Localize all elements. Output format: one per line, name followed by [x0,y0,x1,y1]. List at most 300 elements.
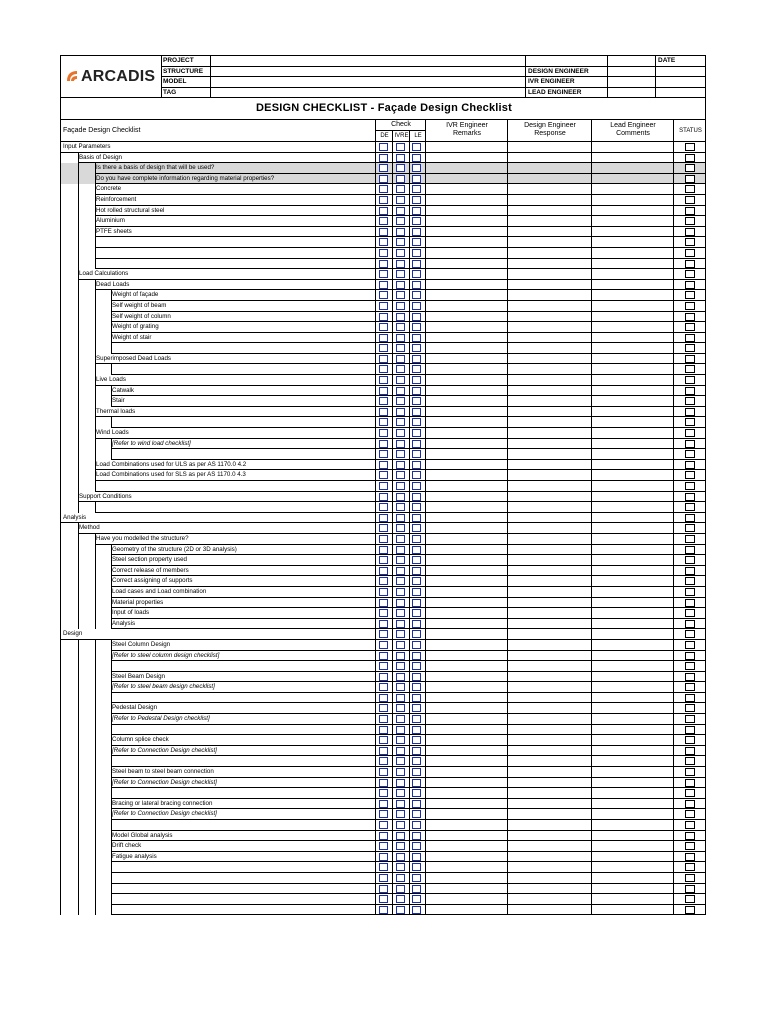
de-checkbox[interactable] [379,715,388,723]
le-checkbox[interactable] [412,810,421,818]
status-checkbox[interactable] [685,906,695,914]
de-checkbox[interactable] [379,556,388,564]
ivre-checkbox[interactable] [396,429,405,437]
le-checkbox[interactable] [412,291,421,299]
de-checkbox[interactable] [379,228,388,236]
design-engineer-field[interactable] [608,67,656,78]
de-checkbox[interactable] [379,567,388,575]
de-checkbox[interactable] [379,217,388,225]
lead-engineer-field[interactable] [608,88,656,99]
le-checkbox[interactable] [412,228,421,236]
status-checkbox[interactable] [685,207,695,215]
de-checkbox[interactable] [379,641,388,649]
status-checkbox[interactable] [685,704,695,712]
de-checkbox[interactable] [379,546,388,554]
de-checkbox[interactable] [379,832,388,840]
status-checkbox[interactable] [685,408,695,416]
ivre-checkbox[interactable] [396,842,405,850]
status-checkbox[interactable] [685,747,695,755]
status-checkbox[interactable] [685,387,695,395]
le-checkbox[interactable] [412,408,421,416]
status-checkbox[interactable] [685,800,695,808]
status-checkbox[interactable] [685,344,695,352]
status-checkbox[interactable] [685,185,695,193]
ivre-checkbox[interactable] [396,154,405,162]
le-checkbox[interactable] [412,683,421,691]
de-checkbox[interactable] [379,662,388,670]
status-checkbox[interactable] [685,164,695,172]
status-checkbox[interactable] [685,365,695,373]
ivre-checkbox[interactable] [396,524,405,532]
le-checkbox[interactable] [412,175,421,183]
ivre-checkbox[interactable] [396,355,405,363]
de-checkbox[interactable] [379,514,388,522]
de-checkbox[interactable] [379,503,388,511]
le-checkbox[interactable] [412,736,421,744]
status-checkbox[interactable] [685,641,695,649]
le-checkbox[interactable] [412,842,421,850]
status-checkbox[interactable] [685,524,695,532]
le-checkbox[interactable] [412,577,421,585]
de-checkbox[interactable] [379,365,388,373]
ivre-checkbox[interactable] [396,408,405,416]
le-checkbox[interactable] [412,620,421,628]
status-checkbox[interactable] [685,842,695,850]
ivre-checkbox[interactable] [396,493,405,501]
le-checkbox[interactable] [412,355,421,363]
le-checkbox[interactable] [412,747,421,755]
ivre-checkbox[interactable] [396,694,405,702]
le-checkbox[interactable] [412,863,421,871]
de-checkbox[interactable] [379,694,388,702]
de-checkbox[interactable] [379,630,388,638]
de-checkbox[interactable] [379,323,388,331]
le-checkbox[interactable] [412,524,421,532]
le-checkbox[interactable] [412,715,421,723]
ivre-checkbox[interactable] [396,556,405,564]
de-checkbox[interactable] [379,779,388,787]
de-checkbox[interactable] [379,599,388,607]
ivre-checkbox[interactable] [396,228,405,236]
de-checkbox[interactable] [379,471,388,479]
status-checkbox[interactable] [685,482,695,490]
ivre-checkbox[interactable] [396,217,405,225]
ivre-checkbox[interactable] [396,567,405,575]
le-checkbox[interactable] [412,874,421,882]
de-checkbox[interactable] [379,397,388,405]
ivre-checkbox[interactable] [396,800,405,808]
status-checkbox[interactable] [685,217,695,225]
status-checkbox[interactable] [685,471,695,479]
le-checkbox[interactable] [412,789,421,797]
status-checkbox[interactable] [685,726,695,734]
le-checkbox[interactable] [412,514,421,522]
status-checkbox[interactable] [685,662,695,670]
structure-field[interactable] [211,67,526,78]
ivre-checkbox[interactable] [396,291,405,299]
de-checkbox[interactable] [379,302,388,310]
le-checkbox[interactable] [412,207,421,215]
status-checkbox[interactable] [685,503,695,511]
de-checkbox[interactable] [379,461,388,469]
de-checkbox[interactable] [379,800,388,808]
ivre-checkbox[interactable] [396,757,405,765]
le-checkbox[interactable] [412,546,421,554]
de-checkbox[interactable] [379,429,388,437]
le-checkbox[interactable] [412,641,421,649]
ivre-checkbox[interactable] [396,599,405,607]
le-checkbox[interactable] [412,609,421,617]
de-checkbox[interactable] [379,609,388,617]
model-field[interactable] [211,77,526,88]
le-checkbox[interactable] [412,376,421,384]
status-checkbox[interactable] [685,577,695,585]
status-checkbox[interactable] [685,440,695,448]
le-checkbox[interactable] [412,662,421,670]
ivre-checkbox[interactable] [396,736,405,744]
le-checkbox[interactable] [412,450,421,458]
ivre-checkbox[interactable] [396,196,405,204]
status-checkbox[interactable] [685,249,695,257]
status-checkbox[interactable] [685,895,695,903]
ivr-engineer-field[interactable] [608,77,656,88]
le-checkbox[interactable] [412,673,421,681]
de-checkbox[interactable] [379,355,388,363]
de-checkbox[interactable] [379,736,388,744]
le-checkbox[interactable] [412,821,421,829]
de-checkbox[interactable] [379,207,388,215]
le-checkbox[interactable] [412,800,421,808]
status-checkbox[interactable] [685,567,695,575]
status-checkbox[interactable] [685,863,695,871]
le-checkbox[interactable] [412,323,421,331]
de-checkbox[interactable] [379,535,388,543]
de-checkbox[interactable] [379,175,388,183]
status-checkbox[interactable] [685,397,695,405]
status-checkbox[interactable] [685,821,695,829]
ivre-checkbox[interactable] [396,376,405,384]
le-checkbox[interactable] [412,588,421,596]
status-checkbox[interactable] [685,768,695,776]
status-checkbox[interactable] [685,874,695,882]
de-checkbox[interactable] [379,906,388,914]
ivre-checkbox[interactable] [396,662,405,670]
de-checkbox[interactable] [379,895,388,903]
le-checkbox[interactable] [412,768,421,776]
le-checkbox[interactable] [412,334,421,342]
date-field-2[interactable] [656,77,705,88]
status-checkbox[interactable] [685,461,695,469]
le-checkbox[interactable] [412,260,421,268]
le-checkbox[interactable] [412,440,421,448]
le-checkbox[interactable] [412,535,421,543]
le-checkbox[interactable] [412,832,421,840]
de-checkbox[interactable] [379,313,388,321]
le-checkbox[interactable] [412,281,421,289]
le-checkbox[interactable] [412,387,421,395]
le-checkbox[interactable] [412,704,421,712]
ivre-checkbox[interactable] [396,726,405,734]
ivre-checkbox[interactable] [396,313,405,321]
de-checkbox[interactable] [379,810,388,818]
ivre-checkbox[interactable] [396,789,405,797]
le-checkbox[interactable] [412,895,421,903]
le-checkbox[interactable] [412,461,421,469]
de-checkbox[interactable] [379,196,388,204]
ivre-checkbox[interactable] [396,397,405,405]
status-checkbox[interactable] [685,599,695,607]
tag-field[interactable] [211,88,526,99]
de-checkbox[interactable] [379,291,388,299]
ivre-checkbox[interactable] [396,768,405,776]
status-checkbox[interactable] [685,683,695,691]
ivre-checkbox[interactable] [396,895,405,903]
le-checkbox[interactable] [412,599,421,607]
de-checkbox[interactable] [379,853,388,861]
ivre-checkbox[interactable] [396,323,405,331]
status-checkbox[interactable] [685,779,695,787]
le-checkbox[interactable] [412,238,421,246]
de-checkbox[interactable] [379,418,388,426]
ivre-checkbox[interactable] [396,832,405,840]
le-checkbox[interactable] [412,885,421,893]
ivre-checkbox[interactable] [396,810,405,818]
ivre-checkbox[interactable] [396,546,405,554]
ivre-checkbox[interactable] [396,270,405,278]
ivre-checkbox[interactable] [396,302,405,310]
ivre-checkbox[interactable] [396,630,405,638]
status-checkbox[interactable] [685,810,695,818]
ivre-checkbox[interactable] [396,249,405,257]
de-checkbox[interactable] [379,704,388,712]
ivre-checkbox[interactable] [396,641,405,649]
ivre-checkbox[interactable] [396,874,405,882]
status-checkbox[interactable] [685,228,695,236]
status-checkbox[interactable] [685,323,695,331]
ivre-checkbox[interactable] [396,260,405,268]
le-checkbox[interactable] [412,164,421,172]
status-checkbox[interactable] [685,175,695,183]
le-checkbox[interactable] [412,652,421,660]
le-checkbox[interactable] [412,429,421,437]
status-checkbox[interactable] [685,260,695,268]
de-checkbox[interactable] [379,768,388,776]
ivre-checkbox[interactable] [396,207,405,215]
ivre-checkbox[interactable] [396,588,405,596]
status-checkbox[interactable] [685,715,695,723]
status-checkbox[interactable] [685,355,695,363]
de-checkbox[interactable] [379,577,388,585]
status-checkbox[interactable] [685,450,695,458]
status-checkbox[interactable] [685,789,695,797]
ivre-checkbox[interactable] [396,853,405,861]
status-checkbox[interactable] [685,429,695,437]
le-checkbox[interactable] [412,313,421,321]
status-checkbox[interactable] [685,757,695,765]
ivre-checkbox[interactable] [396,747,405,755]
de-checkbox[interactable] [379,185,388,193]
ivre-checkbox[interactable] [396,471,405,479]
status-checkbox[interactable] [685,556,695,564]
de-checkbox[interactable] [379,482,388,490]
ivre-checkbox[interactable] [396,609,405,617]
date-field[interactable] [656,67,705,78]
date-field-3[interactable] [656,88,705,99]
ivre-checkbox[interactable] [396,885,405,893]
le-checkbox[interactable] [412,482,421,490]
le-checkbox[interactable] [412,397,421,405]
ivre-checkbox[interactable] [396,503,405,511]
le-checkbox[interactable] [412,217,421,225]
le-checkbox[interactable] [412,154,421,162]
ivre-checkbox[interactable] [396,185,405,193]
ivre-checkbox[interactable] [396,704,405,712]
status-checkbox[interactable] [685,694,695,702]
status-checkbox[interactable] [685,270,695,278]
ivre-checkbox[interactable] [396,821,405,829]
le-checkbox[interactable] [412,196,421,204]
status-checkbox[interactable] [685,196,695,204]
de-checkbox[interactable] [379,270,388,278]
de-checkbox[interactable] [379,757,388,765]
ivre-checkbox[interactable] [396,779,405,787]
status-checkbox[interactable] [685,493,695,501]
ivre-checkbox[interactable] [396,577,405,585]
status-checkbox[interactable] [685,535,695,543]
ivre-checkbox[interactable] [396,514,405,522]
ivre-checkbox[interactable] [396,365,405,373]
le-checkbox[interactable] [412,185,421,193]
status-checkbox[interactable] [685,546,695,554]
status-checkbox[interactable] [685,736,695,744]
de-checkbox[interactable] [379,524,388,532]
status-checkbox[interactable] [685,832,695,840]
ivre-checkbox[interactable] [396,620,405,628]
ivre-checkbox[interactable] [396,387,405,395]
de-checkbox[interactable] [379,143,388,151]
status-checkbox[interactable] [685,673,695,681]
le-checkbox[interactable] [412,906,421,914]
le-checkbox[interactable] [412,344,421,352]
status-checkbox[interactable] [685,630,695,638]
de-checkbox[interactable] [379,238,388,246]
status-checkbox[interactable] [685,588,695,596]
le-checkbox[interactable] [412,471,421,479]
ivre-checkbox[interactable] [396,535,405,543]
ivre-checkbox[interactable] [396,344,405,352]
de-checkbox[interactable] [379,493,388,501]
status-checkbox[interactable] [685,238,695,246]
de-checkbox[interactable] [379,344,388,352]
ivre-checkbox[interactable] [396,281,405,289]
le-checkbox[interactable] [412,249,421,257]
de-checkbox[interactable] [379,440,388,448]
ivre-checkbox[interactable] [396,863,405,871]
de-checkbox[interactable] [379,673,388,681]
ivre-checkbox[interactable] [396,175,405,183]
ivre-checkbox[interactable] [396,461,405,469]
de-checkbox[interactable] [379,249,388,257]
de-checkbox[interactable] [379,450,388,458]
status-checkbox[interactable] [685,281,695,289]
de-checkbox[interactable] [379,885,388,893]
le-checkbox[interactable] [412,493,421,501]
blank-field[interactable] [608,56,656,67]
de-checkbox[interactable] [379,863,388,871]
le-checkbox[interactable] [412,302,421,310]
status-checkbox[interactable] [685,376,695,384]
status-checkbox[interactable] [685,885,695,893]
de-checkbox[interactable] [379,683,388,691]
ivre-checkbox[interactable] [396,683,405,691]
ivre-checkbox[interactable] [396,673,405,681]
de-checkbox[interactable] [379,821,388,829]
le-checkbox[interactable] [412,365,421,373]
status-checkbox[interactable] [685,291,695,299]
status-checkbox[interactable] [685,302,695,310]
project-field[interactable] [211,56,526,67]
le-checkbox[interactable] [412,757,421,765]
le-checkbox[interactable] [412,567,421,575]
le-checkbox[interactable] [412,270,421,278]
de-checkbox[interactable] [379,789,388,797]
de-checkbox[interactable] [379,874,388,882]
ivre-checkbox[interactable] [396,164,405,172]
de-checkbox[interactable] [379,164,388,172]
ivre-checkbox[interactable] [396,440,405,448]
status-checkbox[interactable] [685,418,695,426]
de-checkbox[interactable] [379,376,388,384]
de-checkbox[interactable] [379,747,388,755]
le-checkbox[interactable] [412,630,421,638]
de-checkbox[interactable] [379,260,388,268]
de-checkbox[interactable] [379,281,388,289]
le-checkbox[interactable] [412,143,421,151]
status-checkbox[interactable] [685,143,695,151]
status-checkbox[interactable] [685,853,695,861]
ivre-checkbox[interactable] [396,450,405,458]
de-checkbox[interactable] [379,588,388,596]
status-checkbox[interactable] [685,620,695,628]
le-checkbox[interactable] [412,418,421,426]
status-checkbox[interactable] [685,154,695,162]
de-checkbox[interactable] [379,334,388,342]
de-checkbox[interactable] [379,620,388,628]
status-checkbox[interactable] [685,313,695,321]
ivre-checkbox[interactable] [396,715,405,723]
le-checkbox[interactable] [412,726,421,734]
de-checkbox[interactable] [379,154,388,162]
ivre-checkbox[interactable] [396,652,405,660]
ivre-checkbox[interactable] [396,143,405,151]
ivre-checkbox[interactable] [396,906,405,914]
ivre-checkbox[interactable] [396,334,405,342]
de-checkbox[interactable] [379,726,388,734]
de-checkbox[interactable] [379,842,388,850]
le-checkbox[interactable] [412,779,421,787]
de-checkbox[interactable] [379,652,388,660]
ivre-checkbox[interactable] [396,418,405,426]
ivre-checkbox[interactable] [396,482,405,490]
status-checkbox[interactable] [685,334,695,342]
le-checkbox[interactable] [412,694,421,702]
le-checkbox[interactable] [412,556,421,564]
status-checkbox[interactable] [685,514,695,522]
le-checkbox[interactable] [412,503,421,511]
status-checkbox[interactable] [685,652,695,660]
de-checkbox[interactable] [379,408,388,416]
status-checkbox[interactable] [685,609,695,617]
